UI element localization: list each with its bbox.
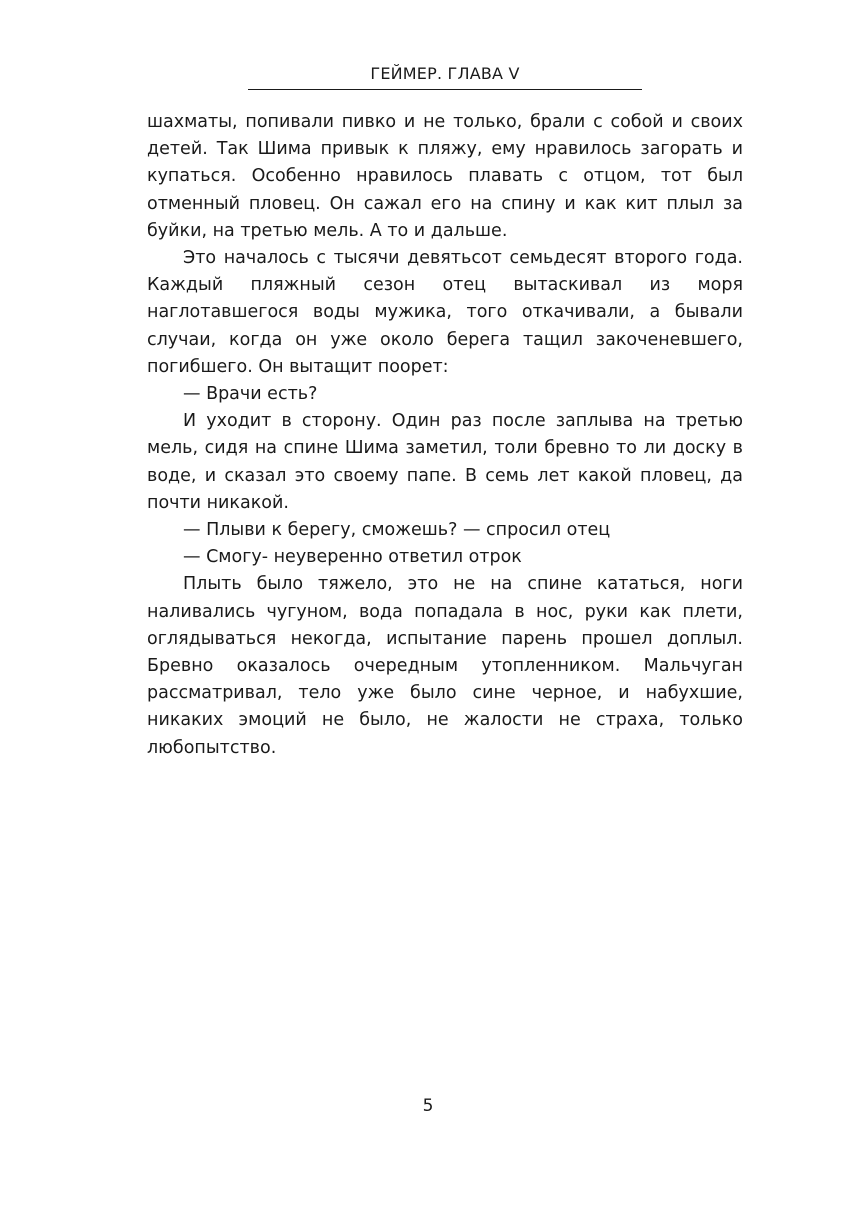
dialogue-line-3: — Смогу- неуверенно ответил отрок	[183, 547, 522, 568]
paragraph-4: Плыть было тяжело, это не на спине кататься, ноги наливались чугуном, вода попадала в нос, руки как плети, оглядываться некогда, испытание парень прошел доплыл. Бревно оказалось очередным утопленником. Мальчуган рассматривал, тело уже было сине черное, и набухшие, никаких эмоций не было, не жалости не страха, только любопытство.	[147, 574, 743, 758]
dialogue-line-1: — Врачи есть?	[183, 384, 318, 405]
page-number: 5	[422, 1096, 434, 1116]
dialogue-line-2: — Плыви к берегу, сможешь? — спросил отец	[183, 520, 611, 541]
body-text	[147, 109, 743, 762]
paragraph-2: Это началось с тысячи девятьсот семьдесят второго года. Каждый пляжный сезон отец вытаскивал из моря наглотавшегося воды мужика, того откачивали, а бывали случаи, когда он уже около берега тащил закоченевшего, погибшего. Он вытащит поорет:	[147, 248, 743, 377]
paragraph-3: И уходит в сторону. Один раз после заплыва на третью мель, сидя на спине Шима заметил, толи бревно то ли доску в воде, и сказал это своему папе. В семь лет какой пловец, да почти никакой.	[147, 411, 743, 513]
running-header: ГЕЙМЕР. ГЛАВА V	[370, 64, 520, 83]
paragraph-1: шахматы, попивали пивко и не только, брали с собой и своих детей. Так Шима привык к пляжу, ему нравилось загорать и купаться. Особенно нравилось плавать с отцом, тот был отменный пловец. Он сажал его на спину и как кит плыл за буйки, на третью мель. А то и дальше.	[147, 112, 743, 241]
header-divider	[248, 89, 642, 90]
